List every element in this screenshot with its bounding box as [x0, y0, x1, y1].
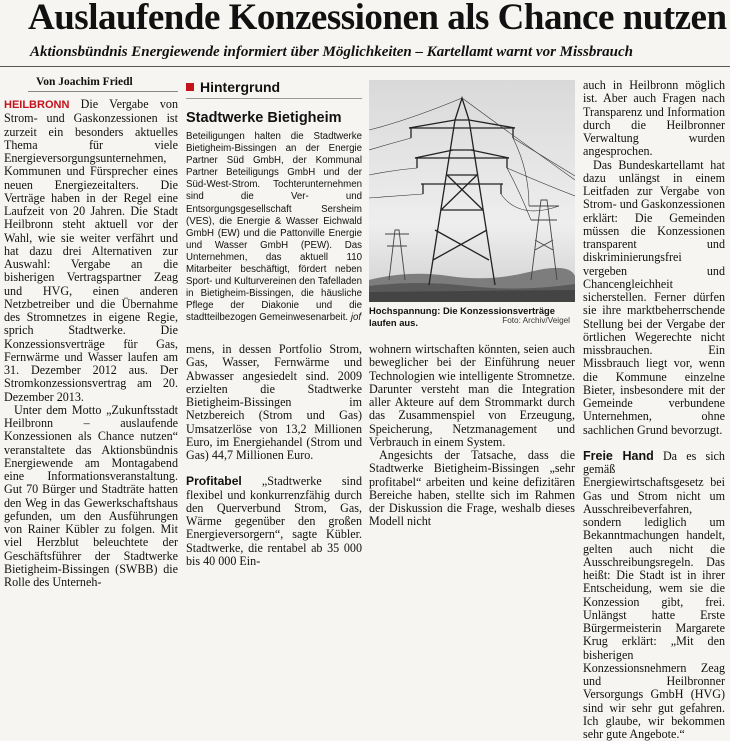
sidebar-initials: jof: [350, 312, 362, 324]
article-column-4: [583, 79, 725, 741]
sidebar-title: Stadtwerke Bietigheim: [186, 110, 342, 126]
square-bullet-icon: [186, 83, 194, 91]
subhead-profitabel: Profitabel: [186, 474, 242, 489]
paragraph: Freie Hand Da es sich gemäß Energiewirtschaftsgesetz bei Gas und Strom nicht um Ausschreibeverfahren, sondern lediglich um Bekanntmachungen handelt, gelten auch nicht die Ausschreibungsregeln. Das heißt: Die Stadt ist in ihrer Entscheidung, wem sie die Konzession gibt, frei. Unlängst hatte Erste Bürgermeisterin Margarete Krug erklärt: „Mit den bisherigen Konzessionsnehmern Zeag und Heilbronner Versorgungs GmbH (HVG) sind wir sehr gut gefahren. Ich glaube, wir bekommen sehr gute Angebote.“: [583, 448, 725, 741]
paragraph: Das Bundeskartellamt hat dazu unlängst in einem Leitfaden zur Vergabe von Strom- und Gaskonzessionen erklärt: Die Gemeinden müssen die Konzessionen transparent und diskriminierungsfrei vergeben und Chancengleichheit sicherstellen. Ferner dürfen sie ihre marktbeherrschende Stellung bei der Vergabe der örtlichen Wegerechte nicht missbrauchen. Ein Missbrauch liegt vor, wenn die Kommune einzelne Bieter, insbesondere mit der Gemeinde verbundene Unternehmen, ohne sachlichen Grund bevorzugt.: [583, 157, 725, 437]
article-subheadline: Aktionsbündnis Energiewende informiert über Möglichkeiten – Kartellamt warnt vor Missbrauch: [30, 44, 634, 60]
article-column-3: [369, 343, 575, 529]
sidebar-label: Hintergrund: [186, 79, 280, 95]
paragraph: Angesichts der Tatsache, dass die Stadtwerke Bietigheim-Bissingen „sehr profitabel“ arbeiten und keine defizitären Bereiche haben, stellte sich im Rahmen der Diskussion die Frage, weshalb dieses Modell nicht: [369, 448, 575, 529]
subhead-freie-hand: Freie Hand: [583, 448, 654, 463]
paragraph: mens, in dessen Portfolio Strom, Gas, Wasser, Fernwärme und Abwasser angesiedelt sind. 2009 erzielten die Stadtwerke Bietigheim-Bissingen im Netzbereich (Strom und Gas) Umsatzerlöse von 13,2 Millionen Euro, im Energiehandel (Strom und Gas) 44,7 Millionen Euro.: [186, 342, 362, 462]
paragraph: wohnern wirtschaften könnten, seien auch beweglicher bei der Einführung neuer Technologien wie intelligente Stromnetze. Darunter versteht man die Integration aller Akteure auf dem Strommarkt durch das Zusammenspiel von Erzeugung, Speicherung, Netzmanagement und Verbrauch in einem System.: [369, 342, 575, 449]
article-column-1: [4, 98, 178, 589]
byline-divider: [28, 91, 178, 92]
paragraph: Profitabel „Stadtwerke sind flexibel und konkurrenzfähig durch den Querverbund Strom, Gas, Wärme gegenüber den großen Energieversorgern“, sagte Kübler. Stadtwerke, die rentabel ab 35 000 bis 40 000 Ein-: [186, 474, 362, 568]
power-line-photo: [369, 80, 575, 302]
article-headline: Auslaufende Konzessionen als Chance nutzen: [28, 0, 727, 38]
paragraph: Unter dem Motto „Zukunftsstadt Heilbronn – auslaufende Konzessionen als Chance nutzen“ veranstaltete das Aktionsbündnis Energiewende am Montagabend eine Informationsveranstaltung. Gut 70 Bürger und Stadträte hatten den Weg in das Gewerkschaftshaus gefunden, um den Ausführungen von Rainer Kübler zu folgen. Mit viel Herzblut beleuchtete der Geschäftsführer der Stadtwerke Bietigheim-Bissingen (SWBB) die Rolle des Unterneh-: [4, 402, 178, 589]
dateline: HEILBRONN: [4, 99, 70, 111]
byline: Von Joachim Friedl: [36, 76, 133, 88]
sidebar-text: Beteiligungen halten die Stadtwerke Bietigheim-Bissingen an der Energie Partner Süd GmbH, der Kommunal Partner Beteiligungs GmbH und der Süd-West-Strom. Tochterunternehmen sind die Ver- und Entsorgungsgesellschaft Sersheim (VES), die Energie & Wasser Eichwald GmbH (EW) und die Pattonville Energie und Wasser GmbH (PEW). Das Unternehmen, das aktuell 110 Mitarbeiter beschäftigt, fördert neben Sport- und Kulturvereinen den Tafelladen in Bietigheim-Bissingen, die häusliche Pflege der Diakonie und die stadtteilbezogen Gemeinwesenarbeit. jof: [186, 131, 362, 324]
sidebar-divider: [186, 98, 362, 99]
paragraph: auch in Heilbronn möglich ist. Aber auch Fragen nach Transparenz und Information durch die Heilbronner Verwaltung wurden angesprochen.: [583, 78, 725, 159]
photo-credit: Foto: Archiv/Veigel: [502, 316, 570, 325]
photo-caption: Hochspannung: Die Konzessionsverträge laufen aus.: [369, 305, 555, 328]
article-column-2: [186, 343, 362, 568]
header-divider: [0, 66, 730, 67]
paragraph: HEILBRONN Die Vergabe von Strom- und Gaskonzessionen ist zurzeit ein besonders aktuelles Thema für viele Energieversorgungsunternehmen, Kommunen und Fürsprecher eines neuen Energiezeitalters. Die Verträge haben in der Regel eine Laufzeit von 20 Jahren. Die Stadt Heilbronn steht aktuell vor der Wahl, wie sie weiter verfährt und hat dazu drei Alternativen zur Auswahl: Vergabe an die bisherigen Vertragspartner Zeag und HVG, einen anderen Netzbetreiber und die Übernahme des Stromnetzes in eigene Regie, sprich Stadtwerke. Die Konzessionsverträge für Gas, Fernwärme und Wasser laufen am 31. Dezember 2012 aus. Der Stromkonzessionsvertrag am 20. Dezember 2013.: [4, 97, 178, 404]
